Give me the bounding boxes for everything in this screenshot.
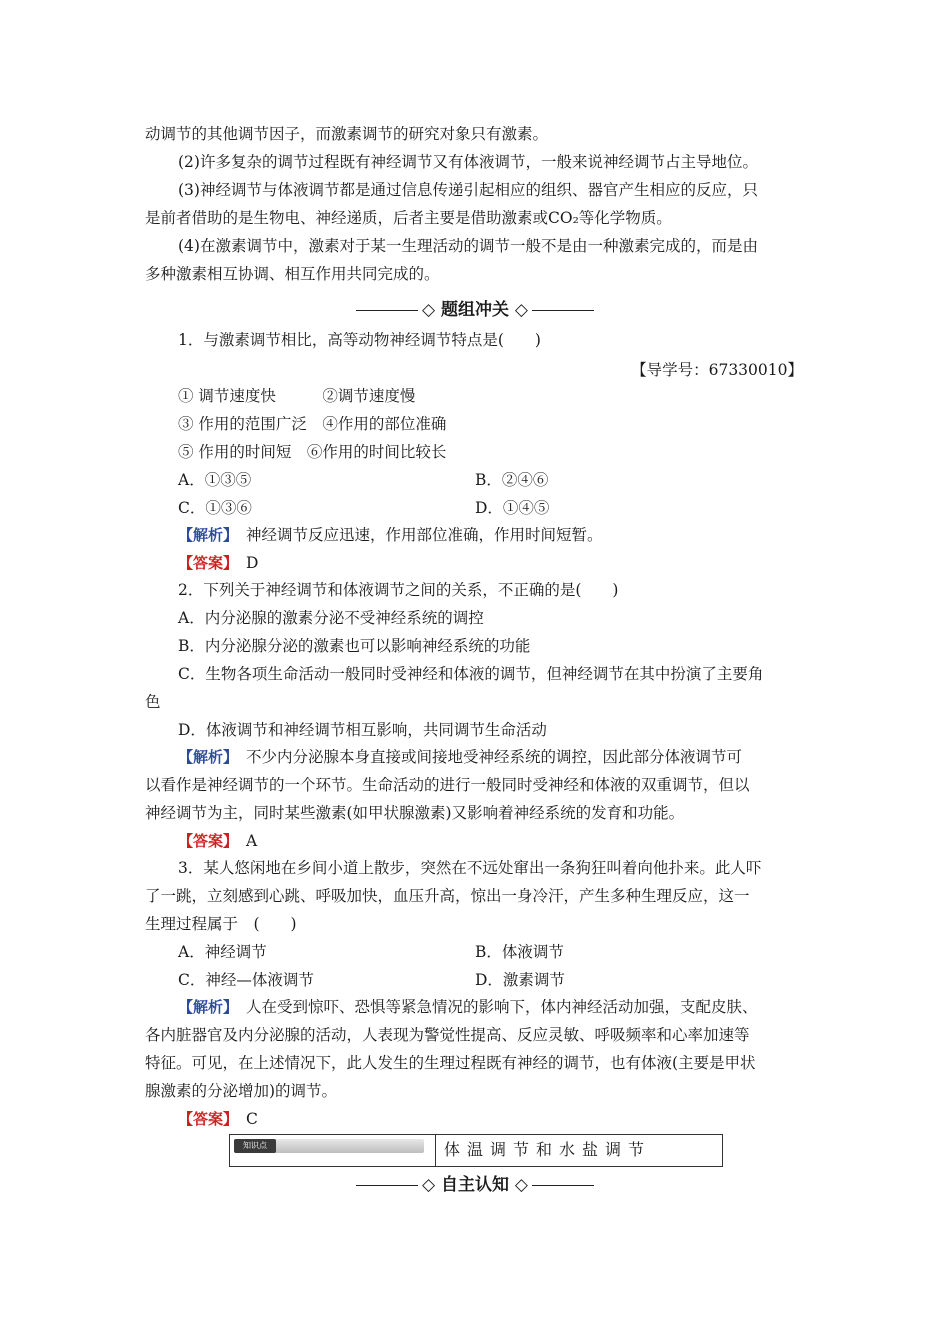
answer-line	[178, 831, 257, 851]
banner-divider	[435, 1135, 436, 1166]
analysis-label: 【解析】	[178, 998, 231, 1016]
analysis-text: 人在受到惊吓、恐惧等紧急情况的影响下，体内神经活动加强，支配皮肤、	[230, 998, 758, 1016]
option-line: ⑤ 作用的时间短 ⑥作用的时间比较长	[178, 443, 447, 461]
option-line: ① 调节速度快 ②调节速度慢	[178, 387, 416, 405]
text-line: (2)许多复杂的调节过程既有神经调节又有体液调节，一般来说神经调节占主导地位。	[178, 153, 758, 171]
analysis-line: 各内脏器官及内分泌腺的活动，人表现为警觉性提高、反应灵敏、呼吸频率和心率加速等	[145, 1026, 750, 1044]
heading-rule-left	[356, 310, 418, 311]
choice-c: C．神经—体液调节	[178, 971, 314, 989]
answer-line	[178, 553, 258, 573]
analysis-line: 以看作是神经调节的一个环节。生命活动的进行一般同时受神经和体液的双重调节，但以	[145, 776, 750, 794]
analysis-text: 不少内分泌腺本身直接或间接地受神经系统的调控，因此部分体液调节可	[230, 748, 743, 766]
reference-number: 【导学号：67330010】	[631, 361, 803, 379]
choice-d: D．体液调节和神经调节相互影响，共同调节生命活动	[178, 721, 547, 739]
answer-label: 【答案】	[178, 1110, 231, 1128]
choice-a: A．内分泌腺的激素分泌不受神经系统的调控	[178, 609, 484, 627]
analysis-label: 【解析】	[178, 748, 231, 766]
analysis-line: 特征。可见，在上述情况下，此人发生的生理过程既有神经的调节，也有体液(主要是甲状	[145, 1054, 756, 1072]
analysis-line: 腺激素的分泌增加)的调节。	[145, 1082, 338, 1100]
choice-c: C．生物各项生命活动一般同时受神经和体液的调节，但神经调节在其中扮演了主要角	[178, 665, 764, 683]
question-stem: 3．某人悠闲地在乡间小道上散步，突然在不远处窜出一条狗狂叫着向他扑来。此人吓	[178, 859, 762, 877]
question-stem: 了一跳，立刻感到心跳、呼吸加快，血压升高，惊出一身冷汗，产生多种生理反应，这一	[145, 887, 750, 905]
knowledge-point-title: 体温调节和水盐调节	[444, 1140, 652, 1159]
analysis-line: 神经调节为主，同时某些激素(如甲状腺激素)又影响着神经系统的发育和功能。	[145, 804, 685, 822]
analysis-text: 神经调节反应迅速，作用部位准确，作用时间短暂。	[230, 526, 603, 544]
analysis-line	[178, 997, 758, 1017]
choice-b: B．内分泌腺分泌的激素也可以影响神经系统的功能	[178, 637, 531, 655]
choice-b: B．体液调节	[475, 943, 564, 961]
section-heading-text: ◇ 自主认知 ◇	[422, 1175, 528, 1195]
choice-b: B．②④⑥	[475, 471, 549, 489]
heading-rule-right	[532, 310, 594, 311]
section-heading-text: ◇ 题组冲关 ◇	[422, 300, 528, 320]
question-stem: 生理过程属于 ( )	[145, 915, 297, 933]
choice-d: D．①④⑤	[475, 499, 550, 517]
question-stem: 2．下列关于神经调节和体液调节之间的关系，不正确的是( )	[178, 581, 619, 599]
choice-a: A．神经调节	[178, 943, 267, 961]
section-heading-tizu	[0, 295, 950, 320]
knowledge-point-banner	[229, 1134, 723, 1167]
badge-label: 知识点	[234, 1139, 276, 1153]
option-line: ③ 作用的范围广泛 ④作用的部位准确	[178, 415, 447, 433]
text-line: 多种激素相互协调、相互作用共同完成的。	[145, 265, 440, 283]
choice-c-cont: 色	[145, 693, 161, 711]
answer-label: 【答案】	[178, 554, 231, 572]
text-line: 是前者借助的是生物电、神经递质，后者主要是借助激素或CO₂等化学物质。	[145, 209, 672, 227]
section-heading-zizhu	[0, 1170, 950, 1195]
knowledge-point-badge	[234, 1139, 424, 1153]
heading-rule-right	[532, 1185, 594, 1186]
text-line: (3)神经调节与体液调节都是通过信息传递引起相应的组织、器官产生相应的反应，只	[178, 181, 758, 199]
analysis-label: 【解析】	[178, 526, 231, 544]
answer-label: 【答案】	[178, 832, 231, 850]
choice-d: D．激素调节	[475, 971, 565, 989]
answer-text: D	[230, 554, 259, 572]
choice-a: A．①③⑤	[178, 471, 252, 489]
answer-text: C	[230, 1110, 258, 1128]
analysis-line	[178, 525, 603, 545]
text-line: 动调节的其他调节因子，而激素调节的研究对象只有激素。	[145, 125, 549, 143]
question-stem: 1．与激素调节相比，高等动物神经调节特点是( )	[178, 331, 541, 349]
heading-rule-left	[356, 1185, 418, 1186]
answer-line	[178, 1109, 258, 1129]
text-line: (4)在激素调节中，激素对于某一生理活动的调节一般不是由一种激素完成的，而是由	[178, 237, 758, 255]
answer-text: A	[230, 832, 258, 850]
analysis-line	[178, 747, 742, 767]
choice-c: C．①③⑥	[178, 499, 252, 517]
